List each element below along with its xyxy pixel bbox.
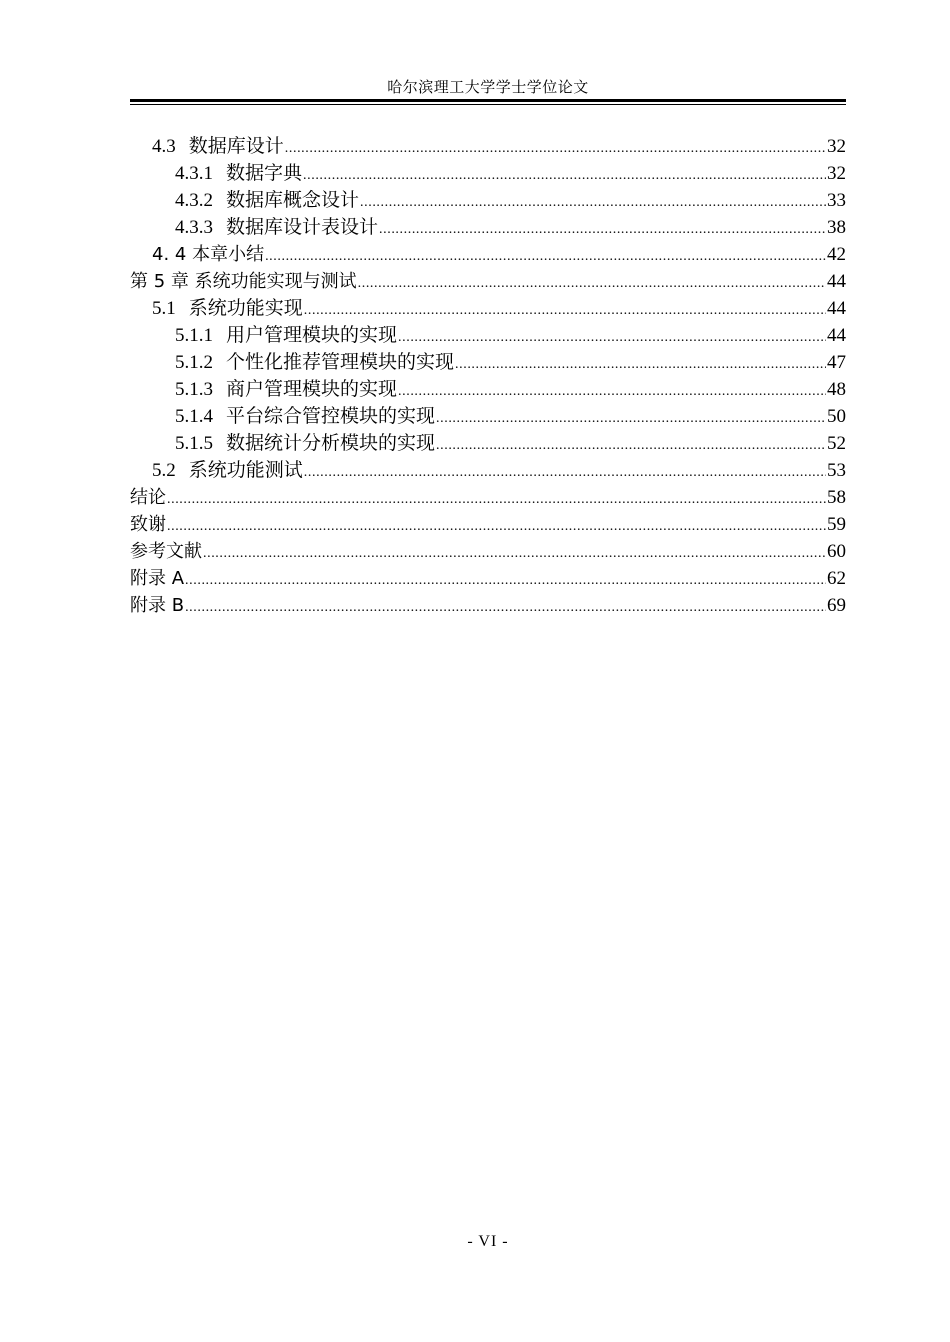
page-header-title: 哈尔滨理工大学学士学位论文 <box>387 80 589 96</box>
page-number: - VI - <box>467 1233 509 1250</box>
toc-dot-leader <box>285 135 826 162</box>
toc-dot-leader <box>203 540 826 567</box>
toc-entry[interactable] <box>130 349 846 376</box>
header-rule-thin <box>130 104 846 105</box>
toc-entry[interactable] <box>130 214 846 241</box>
toc-entry-page: 52 <box>827 433 846 454</box>
toc-dot-leader <box>265 243 826 270</box>
toc-entry-number: 5.1.2 <box>175 352 213 373</box>
toc-entry-number: 5.1.1 <box>175 325 213 346</box>
toc-entry-title: 附录 B <box>130 595 185 616</box>
toc-dot-leader <box>185 567 826 594</box>
toc-dot-leader <box>436 405 826 432</box>
toc-entry[interactable] <box>130 322 846 349</box>
toc-entry-number: 5.1.4 <box>175 406 213 427</box>
toc-entry-title: 个性化推荐管理模块的实现 <box>226 352 455 373</box>
toc-entry-title: 平台综合管控模块的实现 <box>226 406 436 427</box>
toc-entry-page: 53 <box>827 460 846 481</box>
toc-dot-leader <box>358 270 826 297</box>
toc-entry-page: 44 <box>827 325 846 346</box>
toc-dot-leader <box>304 459 826 486</box>
toc-entry-page: 69 <box>827 595 846 616</box>
toc-dot-leader <box>303 162 826 189</box>
toc-entry-title: 数据库概念设计 <box>226 190 360 211</box>
toc-entry-page: 48 <box>827 379 846 400</box>
toc-entry[interactable] <box>130 403 846 430</box>
header-rule-thick <box>130 99 846 102</box>
toc-entry-title: 数据统计分析模块的实现 <box>226 433 436 454</box>
toc-entry-title: 系统功能实现 <box>188 298 303 319</box>
toc-entry-title: 4. 4 本章小结 <box>152 244 265 265</box>
toc-entry-title: 用户管理模块的实现 <box>226 325 398 346</box>
toc-entry-title: 附录 A <box>130 568 185 589</box>
toc-entry-title: 第 5 章 系统功能实现与测试 <box>130 271 357 292</box>
toc-entry[interactable] <box>130 241 846 268</box>
toc-entry[interactable] <box>130 538 846 565</box>
toc-entry-title: 致谢 <box>130 514 166 535</box>
toc-dot-leader <box>167 486 826 513</box>
toc-entry-title: 数据库设计表设计 <box>226 217 379 238</box>
toc-dot-leader <box>360 189 826 216</box>
toc-entry-title: 数据字典 <box>226 163 303 184</box>
table-of-contents <box>130 133 846 619</box>
toc-entry-page: 33 <box>827 190 846 211</box>
toc-entry-number: 4.3.1 <box>175 163 213 184</box>
toc-dot-leader <box>436 432 826 459</box>
toc-entry-number: 5.1.3 <box>175 379 213 400</box>
toc-dot-leader <box>167 513 826 540</box>
toc-entry[interactable] <box>130 511 846 538</box>
toc-entry-page: 58 <box>827 487 846 508</box>
toc-dot-leader <box>185 594 826 621</box>
toc-entry-number: 4.3.3 <box>175 217 213 238</box>
toc-entry-title: 结论 <box>130 487 166 508</box>
toc-dot-leader <box>304 297 826 324</box>
toc-entry-number: 5.2 <box>152 460 176 481</box>
toc-entry-page: 60 <box>827 541 846 562</box>
toc-entry-page: 32 <box>827 136 846 157</box>
toc-dot-leader <box>398 324 826 351</box>
toc-entry-title: 参考文献 <box>130 541 202 562</box>
toc-entry-page: 42 <box>827 244 846 265</box>
toc-dot-leader <box>379 216 826 243</box>
toc-entry-title: 系统功能测试 <box>188 460 303 481</box>
toc-entry-page: 50 <box>827 406 846 427</box>
toc-dot-leader <box>398 378 826 405</box>
toc-entry[interactable] <box>130 376 846 403</box>
toc-entry[interactable] <box>130 268 846 295</box>
toc-entry-number: 4.3.2 <box>175 190 213 211</box>
toc-entry-page: 38 <box>827 217 846 238</box>
toc-entry-page: 47 <box>827 352 846 373</box>
toc-entry-page: 44 <box>827 298 846 319</box>
toc-entry[interactable] <box>130 160 846 187</box>
toc-entry[interactable] <box>130 295 846 322</box>
toc-entry[interactable] <box>130 430 846 457</box>
toc-entry[interactable] <box>130 592 846 619</box>
toc-entry[interactable] <box>130 133 846 160</box>
toc-entry-number: 4.3 <box>152 136 176 157</box>
toc-entry[interactable] <box>130 187 846 214</box>
toc-entry-title: 数据库设计 <box>188 136 284 157</box>
toc-entry-page: 62 <box>827 568 846 589</box>
toc-entry-page: 44 <box>827 271 846 292</box>
toc-dot-leader <box>455 351 826 378</box>
toc-entry-title: 商户管理模块的实现 <box>226 379 398 400</box>
toc-entry[interactable] <box>130 484 846 511</box>
toc-entry-number: 5.1 <box>152 298 176 319</box>
toc-entry-number: 5.1.5 <box>175 433 213 454</box>
toc-entry[interactable] <box>130 565 846 592</box>
toc-entry[interactable] <box>130 457 846 484</box>
toc-entry-page: 59 <box>827 514 846 535</box>
toc-entry-page: 32 <box>827 163 846 184</box>
